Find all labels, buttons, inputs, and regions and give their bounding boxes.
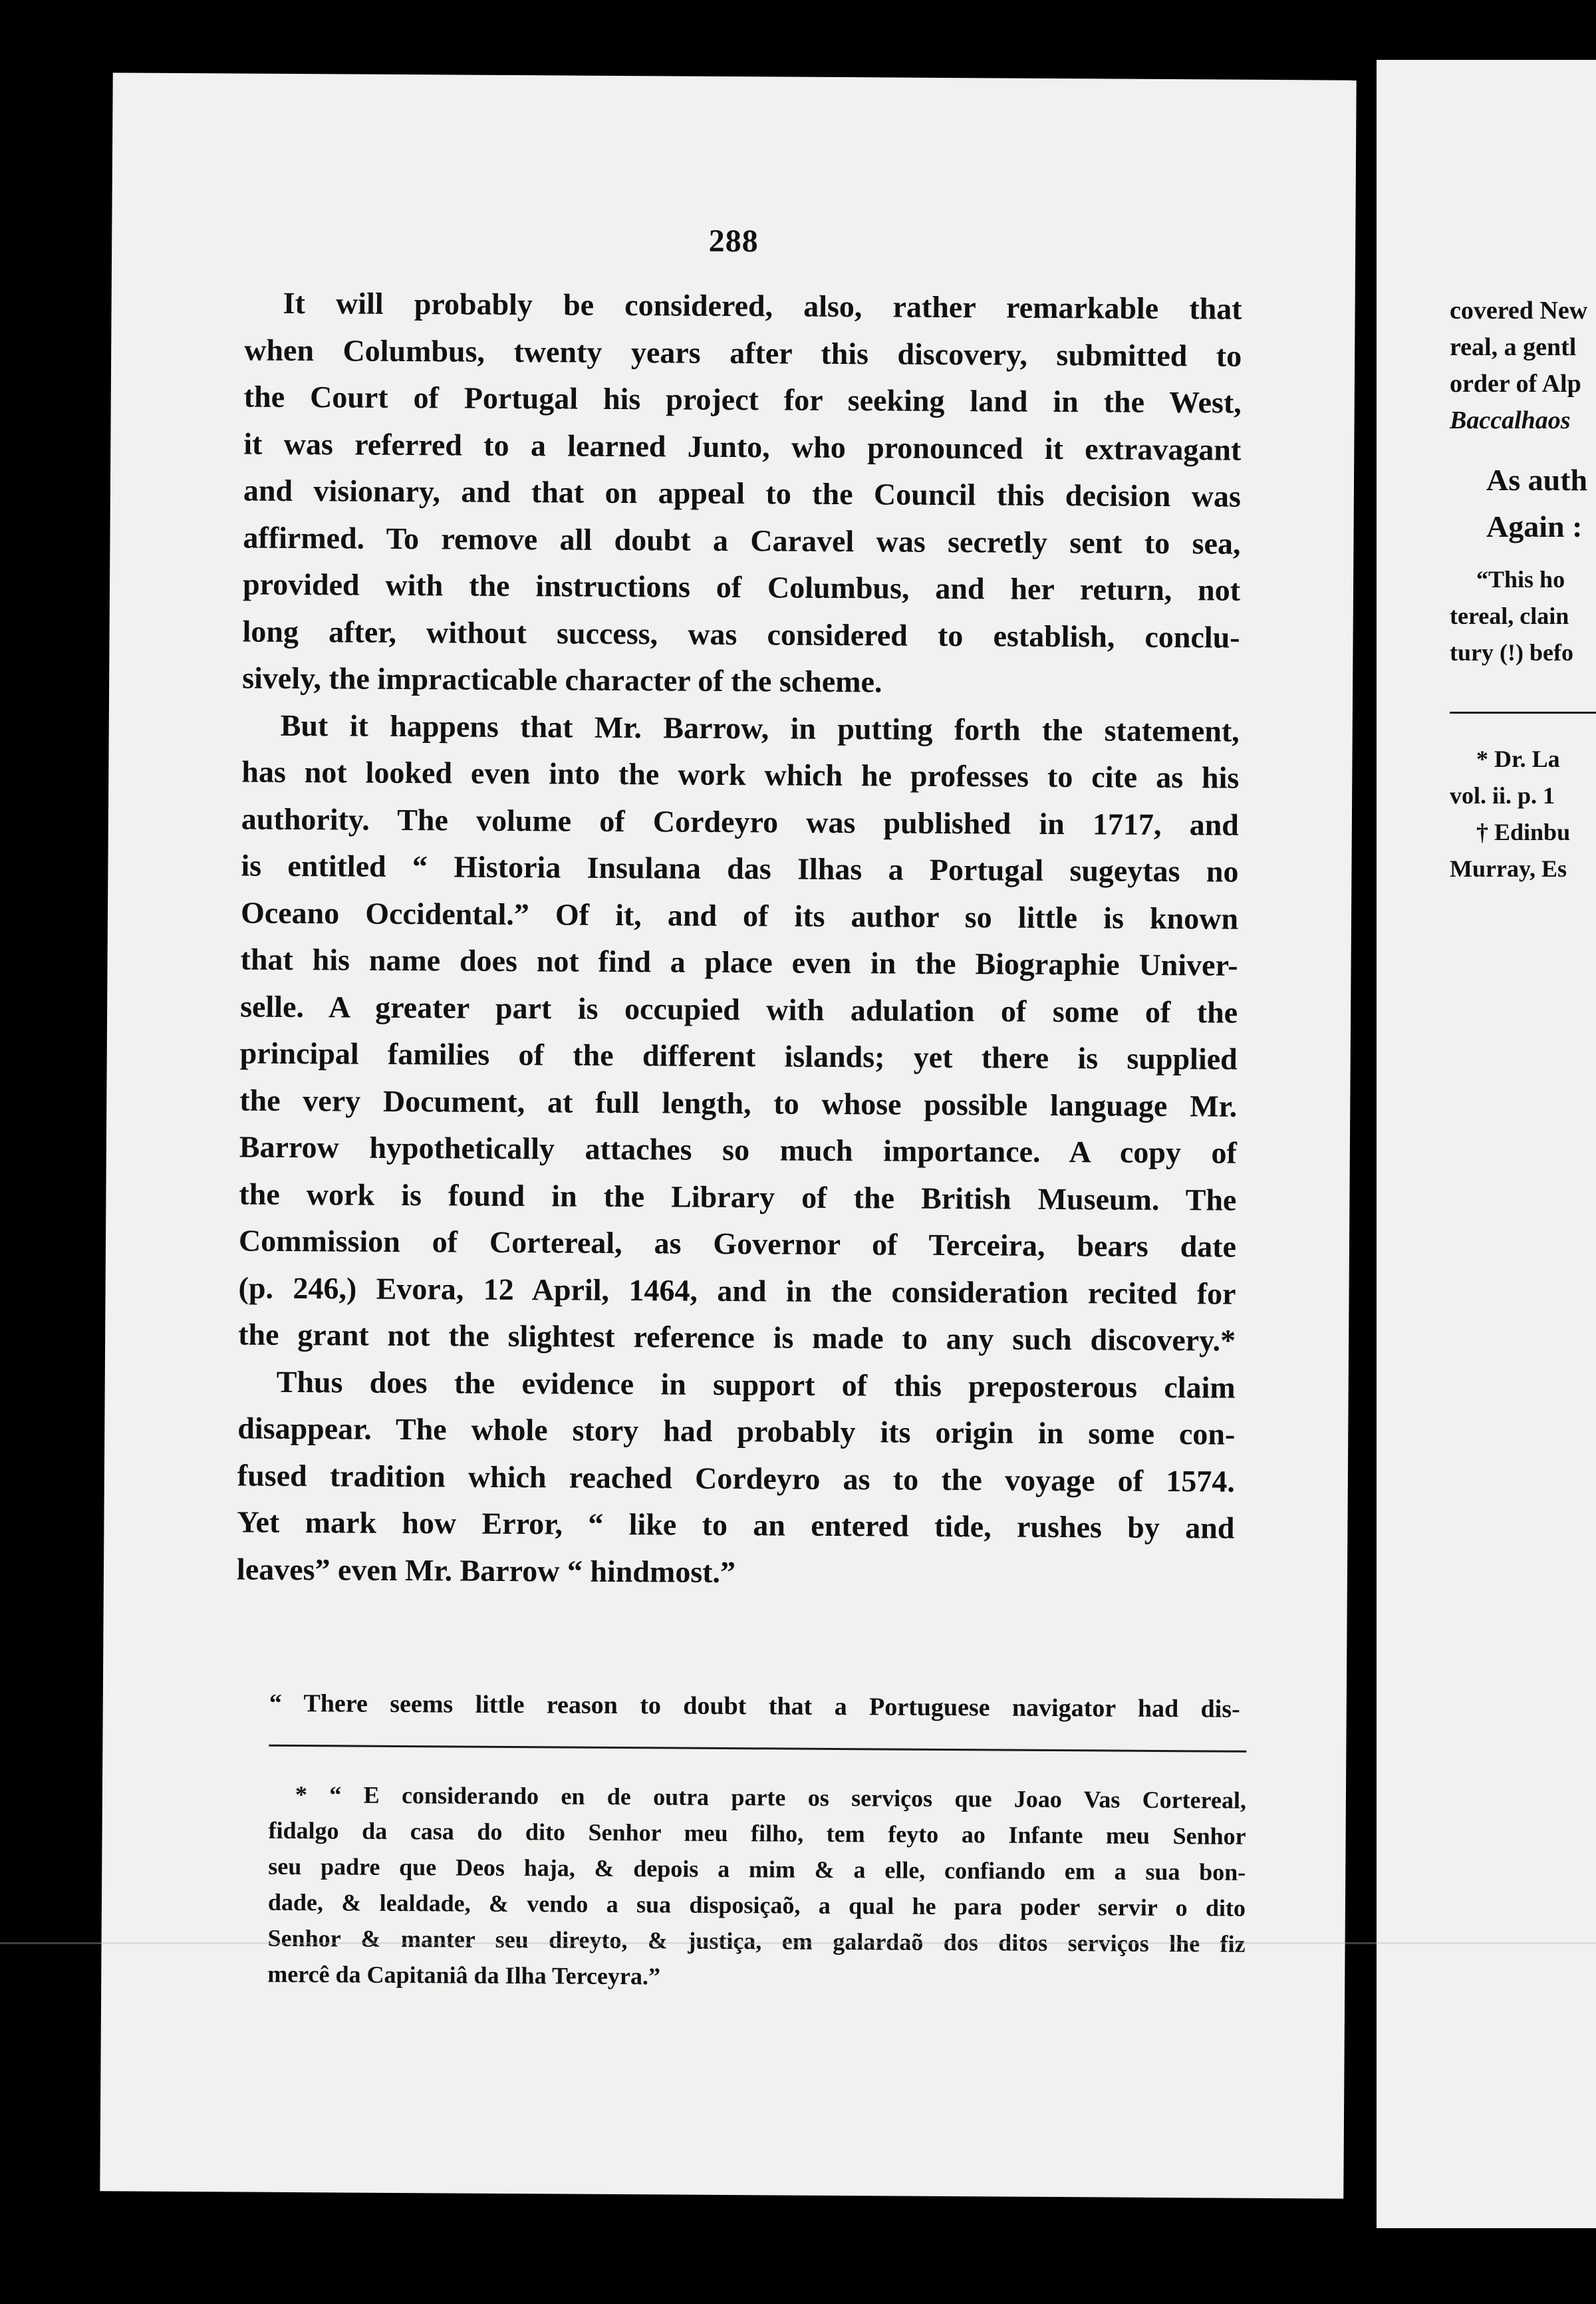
text-line: when Columbus, twenty years after this discovery, submitted to [244,333,1242,373]
text-line: Thus does the evidence in support of this preposterous claim [276,1364,1236,1405]
footnote-line: mercê da Capitaniâ da Ilha Terceyra.” [267,1960,661,1990]
text-line: it was referred to a learned Junto, who pronounced it extravagant [243,426,1242,467]
text-line: Barrow hypothetically attaches so much importance. A copy of [239,1129,1238,1170]
text-line: It will probably be considered, also, rather remarkable that [283,285,1242,326]
text-line: and visionary, and that on appeal to the Council this decision was [243,473,1242,513]
right-page [1377,60,1596,2228]
footnote-rule [269,1745,1246,1753]
text-line: affirmed. To remove all doubt a Caravel was secretly sent to sea, [243,520,1241,561]
right-page-line: vol. ii. p. 1 [1450,782,1555,809]
text-line: sively, the impracticable character of the scheme. [242,660,882,699]
paragraph-1 [242,280,1242,708]
text-line: leaves” even Mr. Barrow “ hindmost.” [236,1551,736,1589]
right-page-line: tury (!) befo [1450,639,1573,666]
footnote-line: dade, & lealdade, & vendo a sua disposiçaõ, a qual he para poder servir o dito [267,1888,1246,1922]
footnote-line: * “ E considerando en de outra parte os serviços que Joao Vas Cortereal, [295,1781,1247,1814]
text-line: the grant not the slightest reference is made to any such discovery.* [238,1317,1236,1358]
text-line: the work is found in the Library of the British Museum. The [239,1177,1237,1217]
text-line: Commission of Cortereal, as Governor of Terceira, bears date [238,1223,1237,1264]
right-page-line: † Edinbu [1476,819,1571,845]
text-line: authority. The volume of Cordeyro was published in 1717, and [241,801,1240,842]
right-page-line: * Dr. La [1476,746,1560,772]
text-line: has not looked even into the work which he professes to cite as his [241,754,1240,795]
text-line: Yet mark how Error, “ like to an entered tide, rushes by and [237,1505,1235,1545]
paragraph-3 [237,1358,1236,1599]
text-line: disappear. The whole story had probably its origin in some con- [237,1411,1236,1451]
right-page-line: real, a gentl [1450,333,1577,361]
footnote-line: Senhor & manter seu direyto, & justiça, em galardaõ dos ditos serviços lhe fiz [267,1924,1246,1957]
paragraph-2 [238,702,1240,1364]
text-line: that his name does not find a place even in the Biographie Univer- [240,942,1238,982]
text-line: principal families of the different islands; yet there is supplied [239,1036,1238,1076]
right-page-line: “This ho [1476,566,1565,593]
text-line: (p. 246,) Evora, 12 April, 1464, and in the consideration recited for [238,1270,1236,1311]
text-line: long after, without success, was considered to establish, conclu- [242,614,1240,654]
text-line: selle. A greater part is occupied with adulation of some of the [240,989,1238,1030]
page-number: 288 [708,223,759,259]
text-line: is entitled “ Historia Insulana das Ilhas a Portugal sugeytas no [241,848,1239,889]
right-page-line: As auth [1486,463,1588,497]
footnote-line: fidalgo da casa do dito Senhor meu filho, tem feyto ao Infante meu Senhor [268,1816,1246,1850]
footnote [267,1777,1246,1998]
quote-line: “ There seems little reason to doubt that a Portuguese navigator had dis- [269,1689,1240,1723]
scan-artifact-line [0,1942,1596,1944]
text-line: the very Document, at full length, to whose possible language Mr. [239,1083,1238,1123]
text-line: But it happens that Mr. Barrow, in putting forth the statement, [280,708,1240,748]
right-page-rule [1450,712,1596,714]
left-page [100,72,1356,2198]
right-page-line: Baccalhaos [1450,406,1571,434]
text-line: provided with the instructions of Columbus, and her return, not [242,567,1241,607]
text-line: fused tradition which reached Cordeyro as to the voyage of 1574. [237,1458,1235,1499]
right-page-line: tereal, clain [1450,603,1569,629]
right-page-line: order of Alp [1450,370,1581,398]
right-page-line: Murray, Es [1450,855,1567,882]
text-line: the Court of Portugal his project for seeking land in the West, [243,379,1242,420]
right-page-line: covered New [1450,297,1588,325]
text-line: Oceano Occidental.” Of it, and of its author so little is known [240,895,1239,936]
body-text [237,280,1242,1599]
right-page-line: Again : [1486,509,1583,543]
footnote-line: seu padre que Deos haja, & depois a mim & a elle, confiando em a sua bon- [268,1852,1246,1886]
